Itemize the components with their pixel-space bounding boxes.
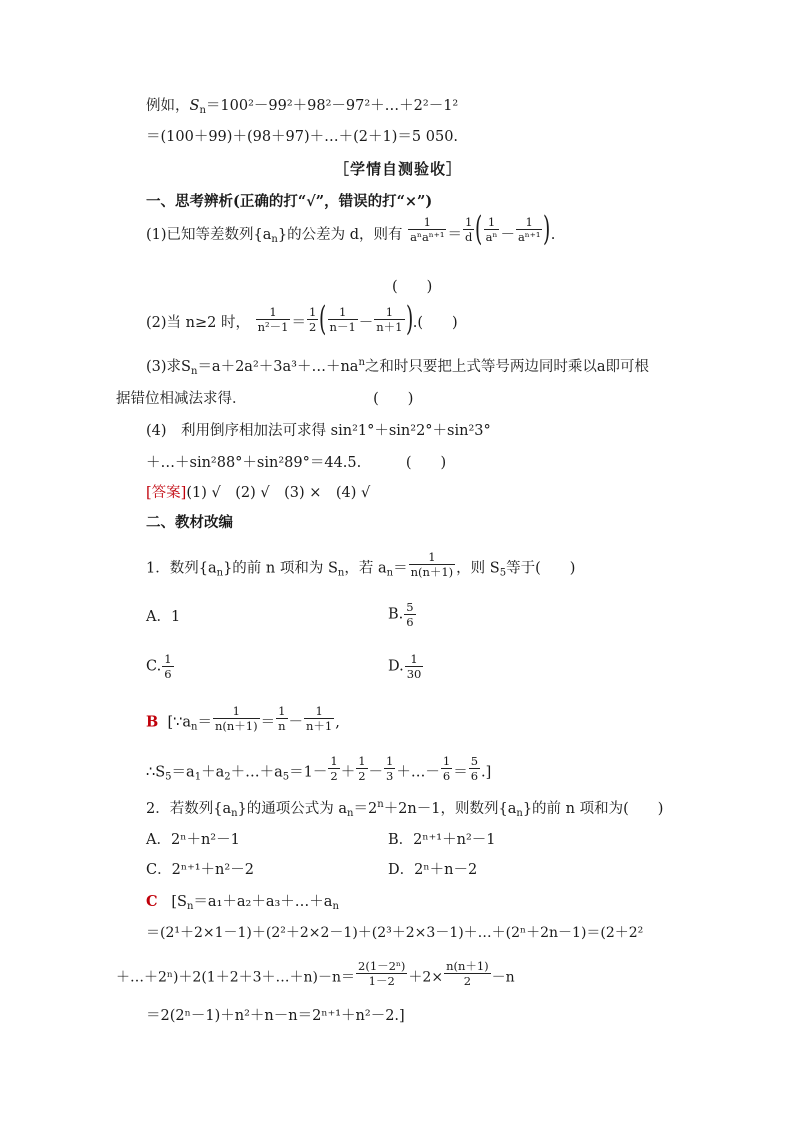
q2-frac-left-den: n²－1 — [257, 319, 289, 334]
p2-solution-2: ＝(2¹＋2×1－1)＋(2²＋2×2－1)＋(2³＋2×3－1)＋…＋(2ⁿ＋2n－1)＝(2＋2² — [146, 925, 644, 941]
p1-sol2-f2 — [356, 754, 367, 783]
p1-sub-n1: n — [216, 567, 224, 579]
q3-text-d: 据错位相减法求得． — [116, 391, 247, 407]
p1-sol2-f1 — [328, 754, 339, 783]
q2-frac-half-den: 2 — [308, 319, 317, 334]
q3-line-2 — [116, 392, 413, 407]
q2-frac-np1-num: 1 — [374, 305, 404, 320]
p1-sol2-f1-num: 1 — [330, 754, 338, 768]
q2-rparen: ) — [405, 299, 413, 339]
q4-line-1: (4) 利用倒序相加法可求得 sin²1°＋sin²2°＋sin²3° — [146, 423, 491, 439]
p1-sol-sub: n — [191, 721, 198, 733]
example-s-sub: n — [199, 105, 206, 116]
p1-option-b-num: 5 — [406, 600, 414, 614]
q2-frac-half-num: 1 — [308, 304, 317, 319]
example-lead: 例如， — [146, 98, 190, 114]
p1-option-b-label: B. — [388, 606, 404, 623]
q1-sub: n — [271, 234, 278, 245]
p1-option-c[interactable] — [146, 652, 175, 681]
p2-stem-c: ＝2 — [353, 801, 378, 817]
p1-sol2-d: ＋…＋a — [230, 764, 283, 781]
p1-sol-frac2 — [276, 704, 287, 733]
q2-frac-left — [256, 305, 291, 334]
p1-sol2-f3-den: 3 — [386, 769, 394, 783]
q2-text: (2)当 n≥2 时， — [146, 315, 250, 331]
q3-text-b: ＝a＋2a²＋3a³＋…＋na — [197, 359, 359, 375]
p1-sol-frac2-den: n — [278, 719, 286, 733]
q1-lparen: ( — [475, 209, 483, 249]
p1-solution-2: $\therefore S_5=a_1+a_2+\dots+a_5=1-$ $\frac{1}{2}$ ＋ $\frac{1}{2}$ － $\frac{1}{3}$ ＋…－ $\frac{1}{6}$ ＝ $\frac{5}{6}$ .] — [146, 754, 492, 783]
p1-stem-frac-num: 1 — [409, 550, 456, 565]
p1-sol-frac1-num: 1 — [213, 704, 260, 719]
section-title: ［学情自测验收］ — [334, 160, 463, 178]
p1-option-c-frac — [162, 652, 173, 681]
p2-sub-2: n — [347, 808, 354, 819]
p1-sol-frac2-num: 1 — [276, 704, 287, 719]
example-line-1 — [146, 99, 458, 114]
p2-sol1-b: ＝a₁＋a₂＋a₃＋…＋a — [193, 894, 333, 910]
q4-line-2 — [146, 456, 446, 471]
p1-sol2-a: ∴S — [146, 764, 166, 781]
p1-sub-5: 5 — [499, 567, 507, 579]
p1-sol2-f4-num: 1 — [442, 754, 451, 768]
p2-option-c[interactable]: C．2ⁿ⁺¹＋n²－2 — [146, 862, 254, 878]
q2-frac-nm1-num: 1 — [328, 305, 358, 320]
q2-frac-left-num: 1 — [256, 305, 291, 320]
q1-frac-an1-den: aⁿ⁺¹ — [517, 229, 541, 244]
q1-frac-d-num: 1 — [463, 215, 474, 230]
q3-text-c: 之和时只要把上式等号两边同时乘以a即可根 — [364, 359, 650, 375]
p1-sol2-f1-den: 2 — [330, 769, 338, 783]
p2-sol3-a: ＋…＋2ⁿ)＋2(1＋2＋3＋…＋n)－n＝ — [116, 969, 356, 986]
p1-sol-frac3 — [304, 704, 334, 733]
p1-sol-frac1-den: n(n＋1) — [214, 719, 258, 733]
q4-blank: ( ) — [405, 455, 447, 471]
p2-sol1-sub: n — [186, 901, 194, 912]
p1-option-d-num: 1 — [405, 652, 424, 667]
p1-option-b-den: 6 — [406, 615, 414, 629]
q2-frac-nm1 — [328, 305, 358, 334]
p1-stem-d: ＝ — [393, 560, 408, 577]
p2-sol3-frac2-num: n(n＋1) — [446, 959, 489, 973]
q1-frac-d-den: d — [464, 229, 473, 244]
q3-line-1 — [146, 357, 650, 377]
p1-sol2-sub5b: 5 — [282, 771, 290, 783]
q1-frac-left-num: 1 — [408, 215, 446, 230]
p1-option-d-frac — [405, 652, 424, 681]
p1-sol-frac1 — [213, 704, 260, 733]
q2-lparen: ( — [319, 299, 327, 339]
p1-stem-f: 等于( ) — [506, 560, 576, 577]
q1-frac-an-num: 1 — [484, 215, 500, 230]
p2-stem-e: }的前 n 项和为( ) — [522, 801, 664, 817]
p1-sol2-f4-den: 6 — [442, 769, 451, 783]
q1-frac-an-den: aⁿ — [485, 229, 498, 244]
p2-option-d[interactable]: D．2ⁿ＋n－2 — [388, 862, 478, 878]
p2-stem-d: ＋2n－1，则数列{a — [383, 801, 517, 817]
p1-sol2-f5-num: 5 — [470, 754, 479, 768]
p1-stem-frac — [409, 550, 456, 579]
p2-solution-3 — [116, 959, 515, 988]
p1-sol2-sub2: 2 — [224, 771, 231, 783]
q1-frac-left-den: aⁿaⁿ⁺¹ — [410, 229, 445, 244]
p1-sol-frac3-num: 1 — [304, 704, 334, 719]
p2-sub-1: n — [231, 808, 238, 819]
q3-blank: ( ) — [373, 391, 414, 407]
q1-frac-d — [463, 215, 474, 244]
p1-sol2-sub5: 5 — [165, 771, 172, 783]
q3-sup: n — [358, 357, 365, 368]
p1-sol2-end: .] — [481, 764, 492, 781]
q3-text-a: (3)求S — [146, 359, 191, 375]
p1-stem — [146, 550, 576, 579]
p1-option-d[interactable] — [388, 652, 424, 681]
p2-sol3-frac2 — [444, 959, 491, 988]
p1-sol2-f3-num: 1 — [386, 754, 394, 768]
part1-heading: 一、思考辨析(正确的打“√”，错误的打“×”) — [146, 193, 433, 210]
p1-sol2-f4 — [441, 754, 452, 783]
answer-label: [答案] — [146, 485, 187, 501]
p1-sol2-c: ＋a — [201, 764, 225, 781]
p1-sol2-f2-den: 2 — [358, 769, 366, 783]
p1-stem-a: 1．数列{a — [146, 560, 217, 577]
p1-option-b-frac — [404, 600, 415, 629]
p2-sol1-sub2: n — [332, 901, 339, 912]
p2-stem — [146, 799, 664, 819]
q1-frac-an1 — [516, 215, 543, 244]
p1-stem-frac-den: n(n＋1) — [410, 565, 454, 579]
p2-sol3-frac1-num: 2(1－2ⁿ) — [358, 959, 406, 973]
p2-sol1-a: [S — [171, 894, 187, 910]
p1-sol2-f3 — [384, 754, 395, 783]
p2-sol3-frac2-den: 2 — [463, 974, 472, 988]
q1-rparen: ) — [543, 209, 551, 249]
p1-sol2-f5-den: 6 — [470, 769, 479, 783]
q2-line: (2)当 n≥2 时， $\frac{1}{\text{n²－1}}$ ＝ $\frac{1}{2}$ ( $\frac{1}{n-1}$ － $\frac{1}{n+1}$ ).( ) — [146, 299, 458, 339]
p2-solution-1 — [146, 895, 339, 910]
p1-sol2-b: ＝a — [171, 764, 195, 781]
q1-frac-left — [408, 215, 446, 244]
p1-stem-e: ，则 S — [456, 560, 500, 577]
p1-sub-n3: n — [386, 567, 394, 579]
p2-sol3-frac1-den: 1－2 — [368, 974, 395, 988]
p1-sol-frac3-den: n＋1 — [306, 719, 333, 733]
p1-option-d-label: D. — [388, 658, 404, 675]
example-sum: ＝(100＋99)＋(98＋97)＋…＋(2＋1)＝5 050. — [146, 129, 459, 145]
p1-option-b[interactable] — [388, 600, 417, 629]
p1-option-c-label: C. — [146, 658, 162, 675]
q1-text2: }的公差为 d，则有 — [277, 227, 403, 243]
q1-blank: ( ) — [392, 279, 433, 295]
p1-sol-a: [∵a — [167, 714, 192, 731]
q2-frac-np1 — [374, 305, 404, 334]
p2-option-a[interactable]: A．2ⁿ＋n²－1 — [146, 832, 240, 848]
p1-option-a[interactable]: A．1 — [146, 609, 181, 625]
p2-stem-a: 2．若数列{a — [146, 801, 232, 817]
p1-sol2-f2-num: 1 — [358, 754, 366, 768]
example-line-2 — [146, 130, 458, 145]
p1-sol2-sub1: 1 — [194, 771, 202, 783]
p1-stem-b: }的前 n 项和为 S — [223, 560, 338, 577]
p2-solution-4: ＝2(2ⁿ－1)＋n²＋n－n＝2ⁿ⁺¹＋n²－2.] — [146, 1008, 405, 1024]
p2-stem-b: }的通项公式为 a — [237, 801, 348, 817]
q2-frac-np1-den: n＋1 — [376, 319, 403, 334]
p2-option-b[interactable]: B．2ⁿ⁺¹＋n²－1 — [388, 832, 496, 848]
answer-line — [146, 486, 370, 501]
p1-sub-n2: n — [337, 567, 345, 579]
example-expression: ＝100²－99²＋98²－97²＋…＋2²－1² — [205, 98, 459, 114]
q1-text: (1)已知等差数列{a — [146, 227, 272, 243]
p2-sol3-b: ＋2× — [408, 969, 444, 986]
q1-line: (1)已知等差数列$\{a_n\}$的公差为 d，则有 $\frac{1}{\text{aⁿaⁿ⁺¹}}$ ＝ $\frac{1}{d}$ ( $\frac{1}{\text{aⁿ}}$ － $\frac{1}{\text{aⁿ⁺¹}}$ ). — [146, 209, 556, 249]
p2-sol3-frac1 — [356, 959, 407, 988]
p1-option-c-num: 1 — [164, 652, 172, 666]
p2-sub-3: n — [516, 808, 523, 819]
q4-text: ＋…＋sin²88°＋sin²89°＝44.5. — [146, 455, 362, 471]
p1-answer: B — [146, 713, 159, 731]
p1-option-d-den: 30 — [406, 667, 422, 681]
q2-frac-half — [307, 305, 318, 334]
q1-frac-an1-num: 1 — [516, 215, 543, 230]
example-s: S — [189, 98, 200, 114]
q3-sub: n — [190, 366, 198, 377]
p1-sol2-e: ＝1－ — [289, 764, 328, 781]
p1-sol-b: ＝ — [197, 714, 212, 731]
p2-sup: n — [377, 799, 384, 810]
answer-text: (1) √ (2) √ (3) × (4) √ — [186, 485, 371, 501]
p1-option-c-den: 6 — [164, 667, 172, 681]
p2-sol3-c: －n — [491, 969, 515, 986]
p2-answer: C — [146, 893, 158, 910]
q1-frac-an — [484, 215, 500, 244]
p1-stem-c: ，若 a — [344, 560, 387, 577]
q2-blank: .( ) — [412, 315, 458, 331]
p1-solution-1: B [$\because a_n=$ $\frac{1}{n(n+1)}$ ＝ $\frac{1}{n}$ － $\frac{1}{n+1}$ , — [146, 704, 340, 733]
p1-sol2-f5 — [469, 754, 480, 783]
q2-frac-nm1-den: n－1 — [329, 319, 356, 334]
part2-heading: 二、教材改编 — [146, 514, 233, 531]
